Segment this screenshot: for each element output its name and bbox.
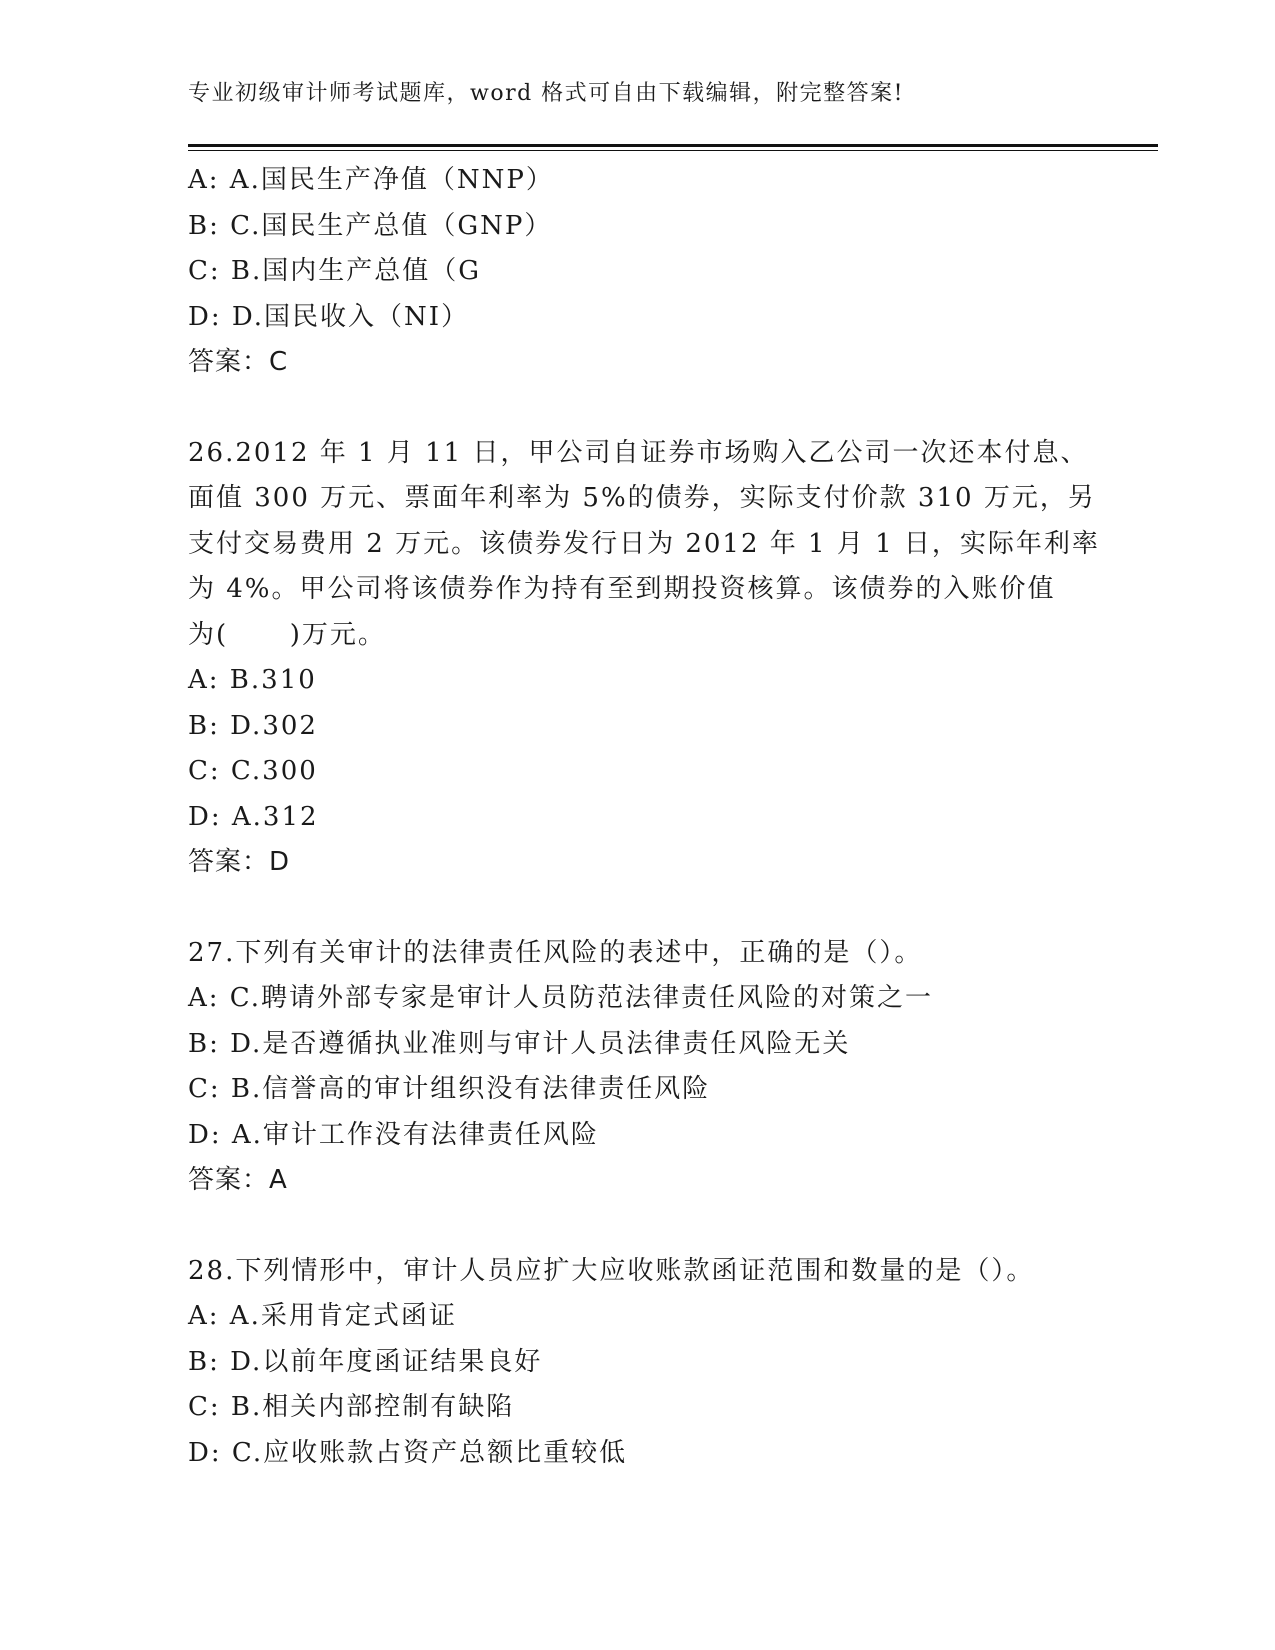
option-b: B: D.是否遵循执业准则与审计人员法律责任风险无关 bbox=[188, 1028, 851, 1059]
question-block bbox=[188, 931, 1088, 1204]
option-a: A: A.国民生产净值（NNP） bbox=[188, 165, 554, 195]
option-a: A: A.采用肯定式函证 bbox=[188, 1301, 457, 1331]
question-stem-line: 面值 300 万元、票面年利率为 5%的债券，实际支付价款 310 万元，另 bbox=[188, 483, 1096, 513]
question-stem-line: 28.下列情形中，审计人员应扩大应收账款函证范围和数量的是（）。 bbox=[188, 1255, 1035, 1286]
option-c: C: C.300 bbox=[188, 756, 318, 786]
option-c: C: B.相关内部控制有缺陷 bbox=[188, 1392, 515, 1422]
option-b: B: D.302 bbox=[188, 710, 318, 741]
option-b: B: C.国民生产总值（GNP） bbox=[188, 210, 553, 241]
header-rule-thick bbox=[188, 144, 1158, 147]
question-stem-line: 为 4%。甲公司将该债券作为持有至到期投资核算。该债券的入账价值 bbox=[188, 574, 1056, 604]
option-d: D: C.应收账款占资产总额比重较低 bbox=[188, 1437, 628, 1468]
option-a: A: B.310 bbox=[188, 665, 317, 695]
answer-line: 答案：C bbox=[188, 347, 289, 377]
option-d: D: A.审计工作没有法律责任风险 bbox=[188, 1119, 599, 1150]
question-stem-line: 26.2012 年 1 月 11 日，甲公司自证券市场购入乙公司一次还本付息、 bbox=[188, 437, 1089, 468]
option-a: A: C.聘请外部专家是审计人员防范法律责任风险的对策之一 bbox=[188, 983, 934, 1013]
option-b: B: D.以前年度函证结果良好 bbox=[188, 1346, 543, 1377]
answer-line: 答案：D bbox=[188, 847, 291, 877]
header-rule-thin bbox=[188, 150, 1158, 151]
page-header-text: 专业初级审计师考试题库，word 格式可自由下载编辑，附完整答案! bbox=[188, 81, 905, 106]
option-d: D: D.国民收入（NI） bbox=[188, 301, 470, 332]
question-block bbox=[188, 158, 1088, 386]
question-block bbox=[188, 1249, 1088, 1477]
option-c: C: B.信誉高的审计组织没有法律责任风险 bbox=[188, 1074, 711, 1104]
option-c: C: B.国内生产总值（G bbox=[188, 256, 482, 286]
question-list bbox=[188, 158, 1100, 1476]
answer-line: 答案：A bbox=[188, 1165, 288, 1195]
question-block bbox=[188, 431, 1100, 886]
option-d: D: A.312 bbox=[188, 801, 319, 832]
question-stem-line: 支付交易费用 2 万元。该债券发行日为 2012 年 1 月 1 日，实际年利率 bbox=[188, 528, 1100, 559]
question-stem-line: 为( )万元。 bbox=[188, 619, 386, 650]
question-stem-line: 27.下列有关审计的法律责任风险的表述中，正确的是（）。 bbox=[188, 937, 923, 968]
